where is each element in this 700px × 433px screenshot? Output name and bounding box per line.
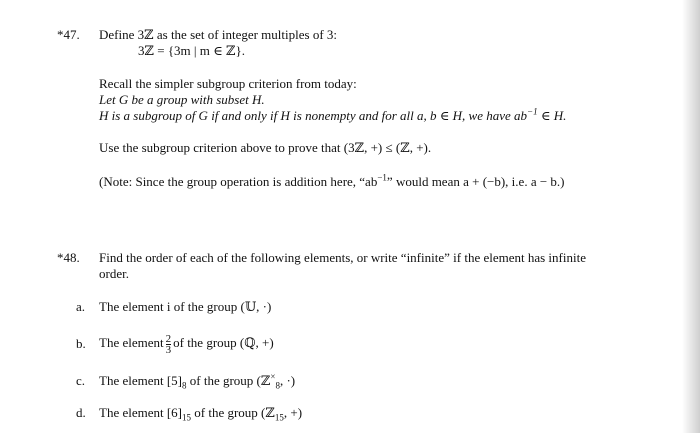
criterion-end: ∈ H. xyxy=(537,108,567,123)
part-c-mid: of the group (ℤ xyxy=(186,373,271,388)
part-d-label: d. xyxy=(76,405,86,420)
problem-48-intro-line1: Find the order of each of the following elements, or write “infinite” if the element has infinite xyxy=(99,250,586,265)
part-d-mid: of the group (ℤ xyxy=(191,405,275,420)
note-inverse: −1 xyxy=(377,172,387,183)
problem-47-note xyxy=(99,174,565,190)
problem-47-number: *47. xyxy=(57,27,80,42)
fraction-denominator: 3 xyxy=(165,343,172,356)
part-b-text xyxy=(99,326,274,360)
problem-47-recall: Recall the simpler subgroup criterion from today: xyxy=(99,76,357,91)
part-d-post: , +) xyxy=(283,405,303,420)
part-d-text xyxy=(99,405,302,421)
fraction xyxy=(166,334,172,355)
part-c-post: , ·) xyxy=(279,373,296,388)
problem-47-set-definition: 3ℤ = {3m | m ∈ ℤ}. xyxy=(138,43,245,58)
problem-47-use: Use the subgroup criterion above to prove that (3ℤ, +) ≤ (ℤ, +). xyxy=(99,140,432,155)
part-b-post: of the group (ℚ, +) xyxy=(173,335,274,350)
problem-47-let: Let G be a group with subset H. xyxy=(99,92,265,107)
part-d-modulus: 15 xyxy=(182,412,192,423)
problem-48-number: *48. xyxy=(57,250,80,265)
part-b-pre: The element xyxy=(99,335,164,350)
page-edge-shadow xyxy=(682,0,700,433)
note-end: ” would mean a + (−b), i.e. a − b.) xyxy=(386,174,565,189)
part-c-modulus: 8 xyxy=(182,380,187,391)
part-d-pre: The element [6] xyxy=(99,405,183,420)
part-c-group-modulus: 8 xyxy=(275,380,280,391)
part-c-units-mark: × xyxy=(270,371,276,382)
fraction-numerator: 2 xyxy=(165,332,172,345)
note-text: (Note: Since the group operation is addition here, “ab xyxy=(99,174,378,189)
problem-47-criterion xyxy=(99,108,566,124)
criterion-text: H is a subgroup of G if and only if H is nonempty and for all a, b ∈ H, we have ab xyxy=(99,108,528,123)
problem-47-intro: Define 3ℤ as the set of integer multiples of 3: xyxy=(99,27,338,42)
part-a-label: a. xyxy=(76,299,86,314)
part-c-text xyxy=(99,373,295,389)
part-a-text: The element i of the group (𝕌, ·) xyxy=(99,299,272,314)
part-b-label: b. xyxy=(76,336,86,351)
problem-48-intro-line2: order. xyxy=(99,266,129,281)
part-c-pre: The element [5] xyxy=(99,373,183,388)
part-d-group-modulus: 15 xyxy=(274,412,284,423)
part-c-label: c. xyxy=(76,373,86,388)
criterion-inverse: −1 xyxy=(527,106,538,117)
